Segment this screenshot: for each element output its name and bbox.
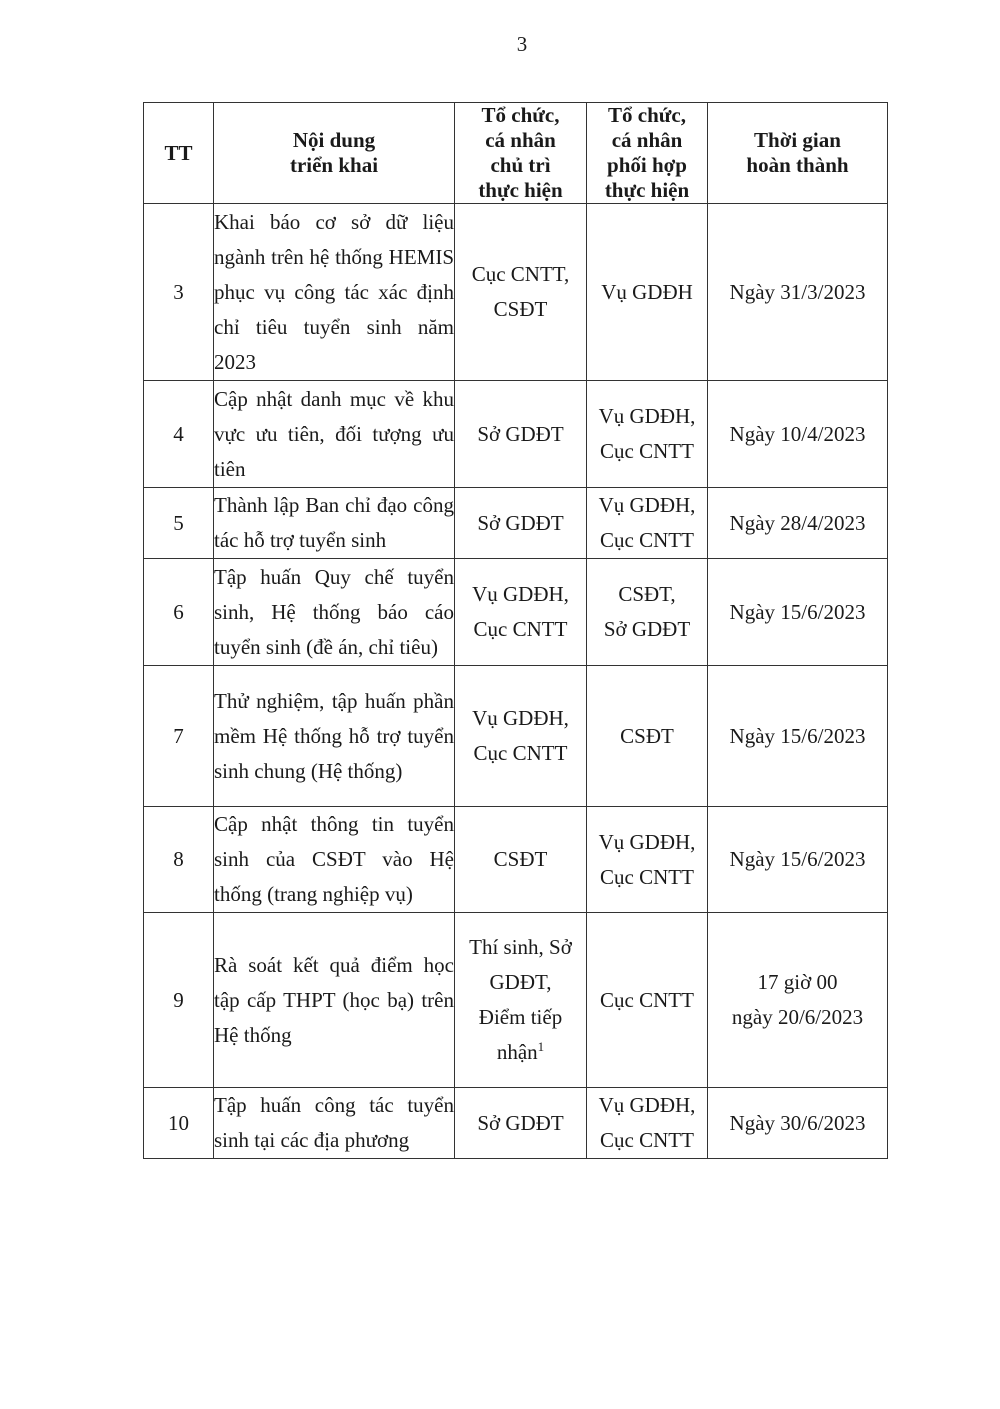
table-row xyxy=(144,204,888,381)
row-partner-organization: Vụ GDĐH, Cục CNTT xyxy=(587,807,708,913)
row-tt: 6 xyxy=(144,559,214,666)
table-row xyxy=(144,807,888,913)
row-lead-organization: Sở GDĐT xyxy=(455,488,587,559)
header-content: Nội dung triển khai xyxy=(214,103,455,204)
row-content: Thành lập Ban chỉ đạo công tác hỗ trợ tuyển sinh xyxy=(214,488,455,559)
row-deadline: Ngày 15/6/2023 xyxy=(708,559,888,666)
table-row xyxy=(144,913,888,1088)
row-tt: 3 xyxy=(144,204,214,381)
row-content: Khai báo cơ sở dữ liệu ngành trên hệ thống HEMIS phục vụ công tác xác định chỉ tiêu tuyển sinh năm 2023 xyxy=(214,204,455,381)
row-deadline: Ngày 28/4/2023 xyxy=(708,488,888,559)
row-deadline: Ngày 30/6/2023 xyxy=(708,1088,888,1159)
row-deadline: Ngày 15/6/2023 xyxy=(708,807,888,913)
row-lead-organization: Sở GDĐT xyxy=(455,1088,587,1159)
row-tt: 5 xyxy=(144,488,214,559)
row-tt: 8 xyxy=(144,807,214,913)
row-partner-organization: Vụ GDĐH, Cục CNTT xyxy=(587,488,708,559)
row-lead-organization: Vụ GDĐH, Cục CNTT xyxy=(455,559,587,666)
table-row xyxy=(144,1088,888,1159)
table-row xyxy=(144,381,888,488)
header-row xyxy=(144,103,888,204)
row-content: Rà soát kết quả điểm học tập cấp THPT (học bạ) trên Hệ thống xyxy=(214,913,455,1088)
table-row xyxy=(144,559,888,666)
row-content: Tập huấn Quy chế tuyển sinh, Hệ thống báo cáo tuyển sinh (đề án, chỉ tiêu) xyxy=(214,559,455,666)
row-partner-organization: Cục CNTT xyxy=(587,913,708,1088)
row-tt: 10 xyxy=(144,1088,214,1159)
row-partner-organization: CSĐT, Sở GDĐT xyxy=(587,559,708,666)
row-lead-organization xyxy=(455,913,587,1088)
row-deadline: Ngày 31/3/2023 xyxy=(708,204,888,381)
row-content: Cập nhật danh mục về khu vực ưu tiên, đối tượng ưu tiên xyxy=(214,381,455,488)
row-partner-organization: Vụ GDĐH, Cục CNTT xyxy=(587,1088,708,1159)
plan-table xyxy=(143,102,888,1159)
table-row xyxy=(144,488,888,559)
row-content: Thử nghiệm, tập huấn phần mềm Hệ thống hỗ trợ tuyển sinh chung (Hệ thống) xyxy=(214,666,455,807)
lead-organization-text: Thí sinh, Sở GDĐT, Điểm tiếp nhận xyxy=(469,935,572,1064)
row-deadline: Ngày 10/4/2023 xyxy=(708,381,888,488)
row-lead-organization: CSĐT xyxy=(455,807,587,913)
row-tt: 4 xyxy=(144,381,214,488)
table-body xyxy=(144,204,888,1159)
row-partner-organization: CSĐT xyxy=(587,666,708,807)
row-partner-organization: Vụ GDĐH, Cục CNTT xyxy=(587,381,708,488)
header-partner-organization: Tổ chức, cá nhân phối hợp thực hiện xyxy=(587,103,708,204)
header-deadline: Thời gian hoàn thành xyxy=(708,103,888,204)
row-deadline: 17 giờ 00 ngày 20/6/2023 xyxy=(708,913,888,1088)
row-partner-organization: Vụ GDĐH xyxy=(587,204,708,381)
table-header xyxy=(144,103,888,204)
page-number: 3 xyxy=(516,32,528,56)
header-lead-organization: Tổ chức, cá nhân chủ trì thực hiện xyxy=(455,103,587,204)
row-content: Cập nhật thông tin tuyển sinh của CSĐT vào Hệ thống (trang nghiệp vụ) xyxy=(214,807,455,913)
row-content: Tập huấn công tác tuyển sinh tại các địa phương xyxy=(214,1088,455,1159)
table-row xyxy=(144,666,888,807)
row-deadline: Ngày 15/6/2023 xyxy=(708,666,888,807)
row-lead-organization: Sở GDĐT xyxy=(455,381,587,488)
header-tt: TT xyxy=(144,103,214,204)
row-lead-organization: Vụ GDĐH, Cục CNTT xyxy=(455,666,587,807)
row-tt: 9 xyxy=(144,913,214,1088)
row-tt: 7 xyxy=(144,666,214,807)
row-lead-organization: Cục CNTT, CSĐT xyxy=(455,204,587,381)
footnote-marker: 1 xyxy=(537,1039,545,1054)
